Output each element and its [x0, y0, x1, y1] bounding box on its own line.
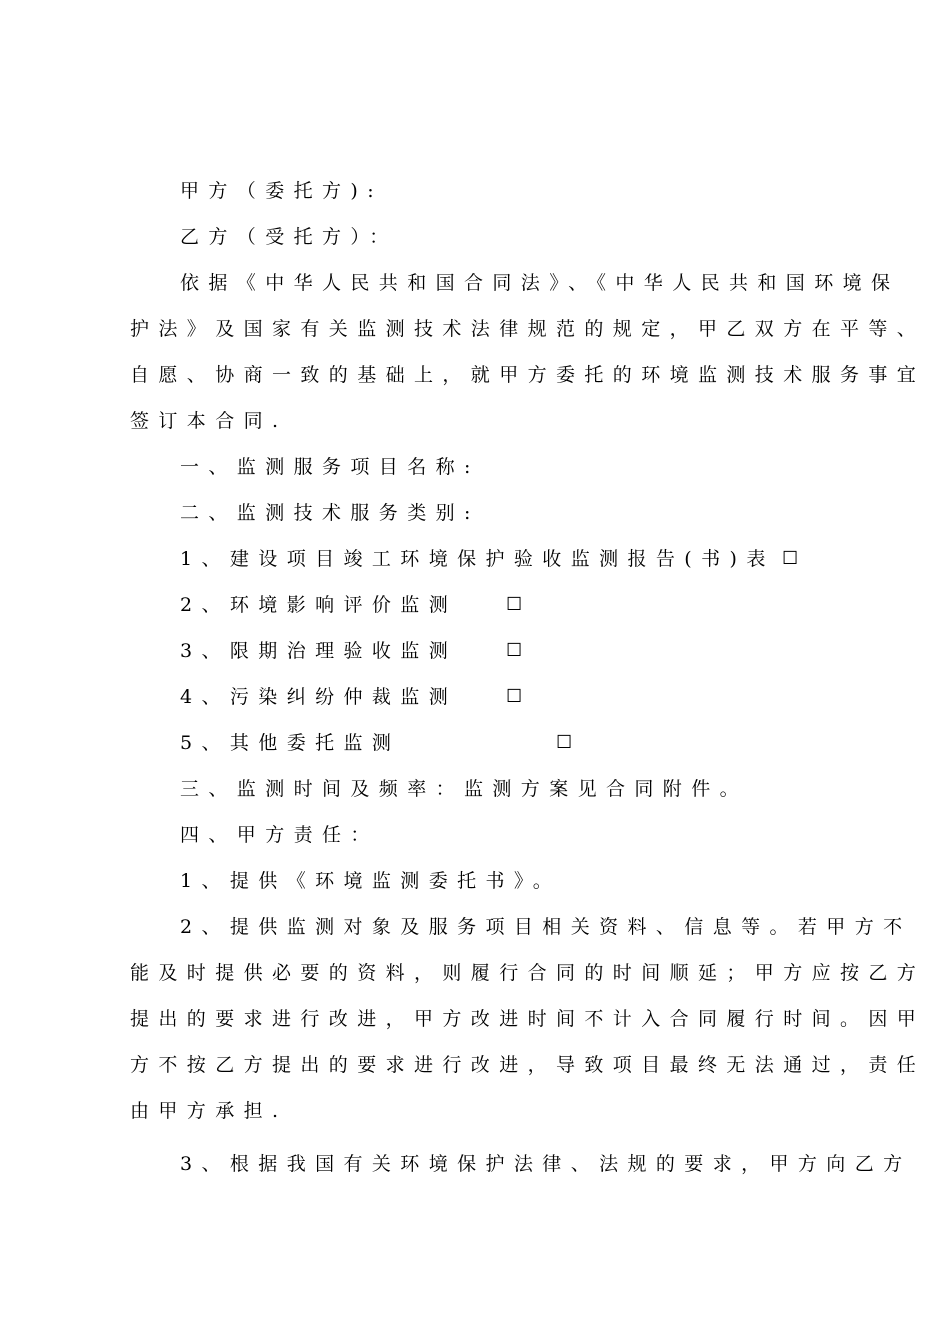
category-3-label: 3、限期治理验收监测 — [180, 640, 458, 662]
section-4-heading: 四、甲方责任： — [180, 824, 379, 846]
section-3-heading: 三、监测时间及频率：监测方案见合同附件。 — [180, 778, 749, 800]
responsibility-3-line-1: 3、根据我国有关环境保护法律、法规的要求，甲方向乙方 — [180, 1153, 912, 1175]
responsibility-2-line-5: 由甲方承担. — [130, 1100, 288, 1122]
party-b-line: 乙方（受托方）： — [180, 226, 398, 248]
category-5-checkbox[interactable]: ☐ — [556, 732, 573, 753]
intro-line-3: 自愿、协商一致的基础上，就甲方委托的环境监测技术服务事宜 — [130, 364, 926, 386]
section-1-heading: 一、监测服务项目名称: — [180, 456, 480, 478]
intro-line-1: 依据《中华人民共和国合同法》、《中华人民共和国环境保 — [180, 272, 900, 294]
category-2-checkbox[interactable]: ☐ — [506, 594, 523, 615]
responsibility-2-line-2: 能及时提供必要的资料，则履行合同的时间顺延；甲方应按乙方 — [130, 962, 926, 984]
category-3-checkbox[interactable]: ☐ — [506, 640, 523, 661]
intro-line-4: 签订本合同. — [130, 410, 288, 432]
category-1-label: 1、建设项目竣工环境保护验收监测报告(书)表 — [180, 548, 775, 570]
responsibility-2-line-1: 2、提供监测对象及服务项目相关资料、信息等。若甲方不 — [180, 916, 912, 938]
category-1-checkbox[interactable]: ☐ — [782, 548, 799, 569]
intro-line-2: 护法》及国家有关监测技术法律规范的规定，甲乙双方在平等、 — [130, 318, 926, 340]
responsibility-2-line-4: 方不按乙方提出的要求进行改进，导致项目最终无法通过，责任 — [130, 1054, 926, 1076]
category-2-label: 2、环境影响评价监测 — [180, 594, 458, 616]
responsibility-2-line-3: 提出的要求进行改进，甲方改进时间不计入合同履行时间。因甲 — [130, 1008, 926, 1030]
responsibility-1: 1、提供《环境监测委托书》。 — [180, 870, 562, 892]
category-4-checkbox[interactable]: ☐ — [506, 686, 523, 707]
section-2-heading: 二、监测技术服务类别: — [180, 502, 480, 524]
party-a-line: 甲方（委托方): — [180, 180, 384, 202]
category-4-label: 4、污染纠纷仲裁监测 — [180, 686, 458, 708]
category-5-label: 5、其他委托监测 — [180, 732, 401, 754]
